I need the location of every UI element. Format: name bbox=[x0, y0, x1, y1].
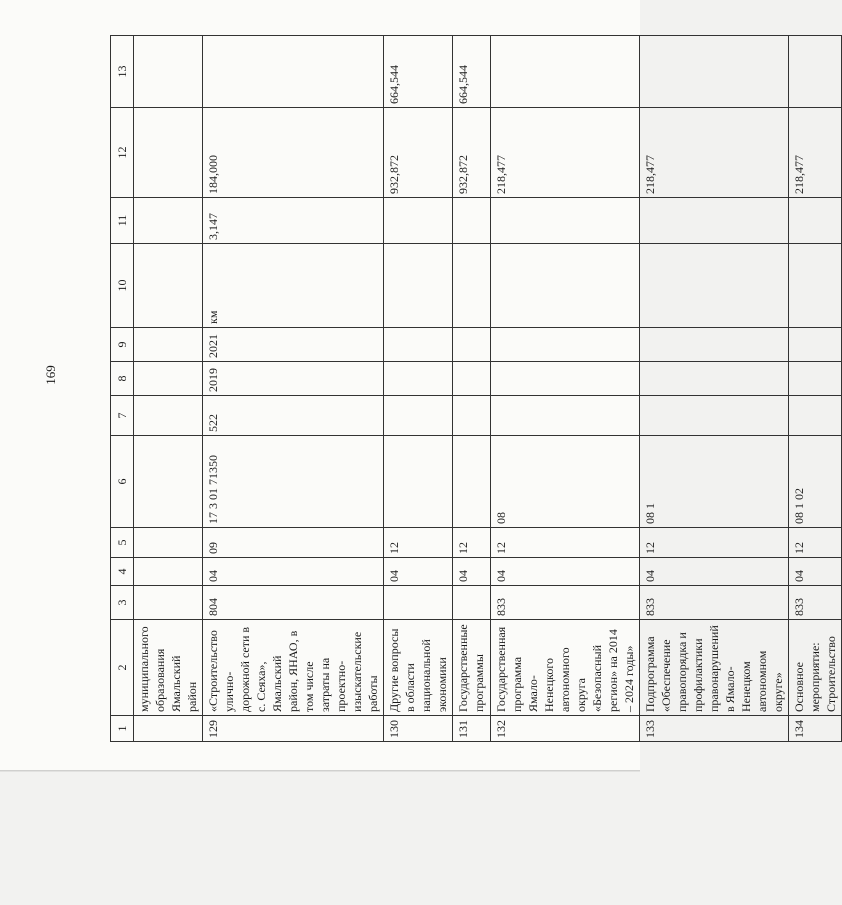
row-name: Подпрограмма «Обеспечение правопорядка и профилактики правонарушений в Ямало-Ненецком автономном округе» bbox=[640, 620, 789, 716]
cell-c8: 2019 bbox=[203, 362, 384, 396]
cell-c10 bbox=[384, 244, 453, 328]
cell-c6 bbox=[134, 436, 203, 528]
cell-c8 bbox=[134, 362, 203, 396]
cell-c5: 12 bbox=[491, 528, 640, 558]
cell-c9 bbox=[789, 328, 842, 362]
row-number: 129 bbox=[203, 716, 384, 742]
cell-c9 bbox=[134, 328, 203, 362]
col-header: 7 bbox=[111, 396, 134, 436]
row-name: Другие вопросы в области национальной экономики bbox=[384, 620, 453, 716]
cell-c6: 08 1 bbox=[640, 436, 789, 528]
cell-c8 bbox=[789, 362, 842, 396]
cell-c11 bbox=[789, 198, 842, 244]
cell-c10 bbox=[134, 244, 203, 328]
cell-c3: 833 bbox=[491, 586, 640, 620]
cell-c12: 932,872 bbox=[384, 108, 453, 198]
table-row bbox=[640, 36, 789, 742]
cell-c10 bbox=[491, 244, 640, 328]
cell-c3: 804 bbox=[203, 586, 384, 620]
row-number: 134 bbox=[789, 716, 842, 742]
cell-c11 bbox=[453, 198, 491, 244]
cell-c10 bbox=[789, 244, 842, 328]
row-name: муниципального образования Ямальский район bbox=[134, 620, 203, 716]
cell-c13 bbox=[640, 36, 789, 108]
col-header: 3 bbox=[111, 586, 134, 620]
table-area bbox=[110, 36, 838, 742]
cell-c3: 833 bbox=[640, 586, 789, 620]
row-number: 133 bbox=[640, 716, 789, 742]
table-row bbox=[203, 36, 384, 742]
table-row bbox=[134, 36, 203, 742]
cell-c7 bbox=[384, 396, 453, 436]
rotated-table-wrapper bbox=[110, 36, 838, 742]
col-header: 8 bbox=[111, 362, 134, 396]
cell-c5: 12 bbox=[384, 528, 453, 558]
cell-c4: 04 bbox=[384, 558, 453, 586]
cell-c7: 522 bbox=[203, 396, 384, 436]
cell-c12: 218,477 bbox=[491, 108, 640, 198]
row-name: Государственные программы bbox=[453, 620, 491, 716]
row-name: Основное мероприятие: Строительство bbox=[789, 620, 842, 716]
cell-c11 bbox=[640, 198, 789, 244]
col-header: 12 bbox=[111, 108, 134, 198]
cell-c3: 833 bbox=[789, 586, 842, 620]
row-number: 130 bbox=[384, 716, 453, 742]
cell-c9: 2021 bbox=[203, 328, 384, 362]
col-header: 1 bbox=[111, 716, 134, 742]
cell-c8 bbox=[453, 362, 491, 396]
cell-c10 bbox=[453, 244, 491, 328]
col-header: 11 bbox=[111, 198, 134, 244]
cell-c9 bbox=[384, 328, 453, 362]
row-number: 131 bbox=[453, 716, 491, 742]
col-header: 13 bbox=[111, 36, 134, 108]
cell-c5: 09 bbox=[203, 528, 384, 558]
budget-table bbox=[110, 35, 842, 742]
cell-c4 bbox=[134, 558, 203, 586]
cell-c3 bbox=[384, 586, 453, 620]
cell-c9 bbox=[640, 328, 789, 362]
cell-c3 bbox=[134, 586, 203, 620]
cell-c5: 12 bbox=[789, 528, 842, 558]
col-header: 4 bbox=[111, 558, 134, 586]
row-number: 132 bbox=[491, 716, 640, 742]
cell-c4: 04 bbox=[640, 558, 789, 586]
cell-c12: 218,477 bbox=[640, 108, 789, 198]
cell-c8 bbox=[491, 362, 640, 396]
cell-c7 bbox=[491, 396, 640, 436]
cell-c13: 664,544 bbox=[453, 36, 491, 108]
cell-c11 bbox=[134, 198, 203, 244]
cell-c8 bbox=[384, 362, 453, 396]
cell-c12: 932,872 bbox=[453, 108, 491, 198]
cell-c4: 04 bbox=[203, 558, 384, 586]
cell-c4: 04 bbox=[453, 558, 491, 586]
cell-c9 bbox=[453, 328, 491, 362]
cell-c7 bbox=[789, 396, 842, 436]
cell-c4: 04 bbox=[491, 558, 640, 586]
table-header-row bbox=[111, 36, 134, 742]
cell-c13 bbox=[491, 36, 640, 108]
cell-c13 bbox=[134, 36, 203, 108]
table-row bbox=[384, 36, 453, 742]
col-header: 6 bbox=[111, 436, 134, 528]
col-header: 5 bbox=[111, 528, 134, 558]
cell-c12: 184,000 bbox=[203, 108, 384, 198]
cell-c5 bbox=[134, 528, 203, 558]
cell-c3 bbox=[453, 586, 491, 620]
col-header: 2 bbox=[111, 620, 134, 716]
cell-c7 bbox=[453, 396, 491, 436]
cell-c5: 12 bbox=[640, 528, 789, 558]
cell-c6: 08 1 02 bbox=[789, 436, 842, 528]
cell-c9 bbox=[491, 328, 640, 362]
cell-c12: 218,477 bbox=[789, 108, 842, 198]
cell-c7 bbox=[134, 396, 203, 436]
cell-c12 bbox=[134, 108, 203, 198]
cell-c8 bbox=[640, 362, 789, 396]
table-row bbox=[789, 36, 842, 742]
row-number bbox=[134, 716, 203, 742]
cell-c10: км bbox=[203, 244, 384, 328]
col-header: 10 bbox=[111, 244, 134, 328]
cell-c13: 664,544 bbox=[384, 36, 453, 108]
page-number: 169 bbox=[43, 365, 58, 385]
cell-c5: 12 bbox=[453, 528, 491, 558]
cell-c6 bbox=[453, 436, 491, 528]
cell-c13 bbox=[789, 36, 842, 108]
cell-c7 bbox=[640, 396, 789, 436]
cell-c10 bbox=[640, 244, 789, 328]
scan-bottom-edge bbox=[0, 770, 640, 771]
table-row bbox=[491, 36, 640, 742]
cell-c13 bbox=[203, 36, 384, 108]
table-row bbox=[453, 36, 491, 742]
cell-c6 bbox=[384, 436, 453, 528]
cell-c11 bbox=[491, 198, 640, 244]
row-name: «Строительство улично-дорожной сети в с. Сеяха», Ямальский район, ЯНАО, в том числе затраты на проектно-изыскательские работы bbox=[203, 620, 384, 716]
cell-c6: 17 3 01 71350 bbox=[203, 436, 384, 528]
cell-c11 bbox=[384, 198, 453, 244]
cell-c11: 3,147 bbox=[203, 198, 384, 244]
row-name: Государственная программа Ямало-Ненецкого автономного округа «Безопасный регион» на 2014 – 2024 годы» bbox=[491, 620, 640, 716]
cell-c4: 04 bbox=[789, 558, 842, 586]
col-header: 9 bbox=[111, 328, 134, 362]
cell-c6: 08 bbox=[491, 436, 640, 528]
